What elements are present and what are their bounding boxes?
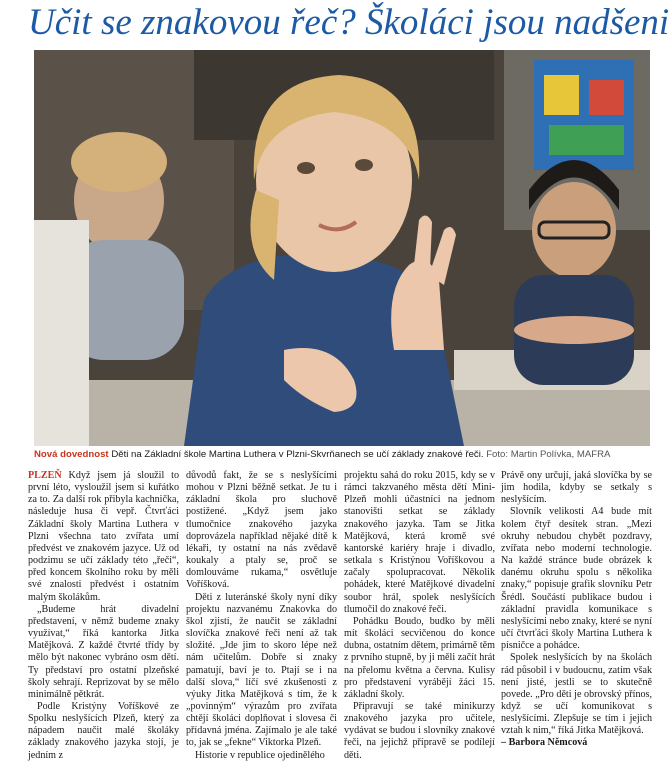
- paragraph: Právě ony určují, jaká slovíčka by se jim hodila, kdyby se setkaly s neslyšícím.: [501, 470, 652, 506]
- article-column-3: [344, 470, 495, 762]
- paragraph: Podle Kristýny Voříškové ze Spolku neslyšících Plzeň, který za nápadem naučit malé školáky základy znakového jazyka stojí, je jedním z: [28, 700, 179, 761]
- photo-caption: [34, 449, 650, 461]
- dateline: PLZEŇ: [28, 470, 62, 481]
- paragraph: Spolek neslyšících by na školách rád působil i v budoucnu, zatím však není jisté, jestli se to skutečně povede. „Pro děti je obrovský přínos, když se učí komunikovat s neslyšícími. Zlepšuje se tím i jejich vztah k nim,“ říká Jitka Matějková.: [501, 652, 652, 737]
- paragraph: důvodů fakt, že se s neslyšícími mohou v Plzni běžně setkat. Je tu i základní škola pro sluchově postižené. „Když jsem jako tlumočnice znakového jazyka doprovázela například nějaké dítě k lékaři, ty ostatní na nás zvědavě koukaly a ptaly se, proč se domlouváme rukama,“ osvětluje Voříšková.: [186, 470, 337, 591]
- paragraph: projektu sahá do roku 2015, kdy se v rámci takzvaného města dětí Mini-Plzeň mohli účastníci na jednom stanovišti setkat se základy znakového jazyka. Tam se Jitka Matějková, která kromě své kantorské kariéry hraje i divadlo, setkala s Kristýnou Voříškovou a začaly spolupracovat. Několik pohádek, které Matějkové divadelní soubor hrál, spolek neslyšících tlumočil do znakové řeči.: [344, 470, 495, 615]
- caption-lead: Nová dovednost: [34, 449, 109, 460]
- article-photo: [34, 50, 650, 446]
- article-column-4: [501, 470, 652, 750]
- paragraph: Pohádku Boudo, budko by měli mít školáci secvičenou do konce dubna, ostatním dětem, primárně těm z prvního stupně, by ji měli začít hrát na přelomu května a června. Kulisy pro představení vyrábějí žáci 15. základní školy.: [344, 615, 495, 700]
- paragraph: Děti z luteránské školy nyní díky projektu nazvanému Znakovka do škol zjistí, že naučit se základní slovíčka znakové řeči není až tak složité. „Jde jim to skoro lépe než nám učitelům. Dobře si znaky pamatují, baví je to. Ptají se i na další slova,“ líčí své zkušenosti z výuky Jitka Matějková s tím, že k „povinným“ výrazům pro zvířata chtějí školáci doplňovat i slovesa či přídavná jména. Zajímalo je ale také to, jak se „fekne“ Viktorka Plzeň.: [186, 591, 337, 749]
- headline: Učit se znakovou řeč? Školáci jsou nadšeni: [28, 2, 669, 43]
- paragraph: „Budeme hrát divadelní představení, v němž budeme znaky využívat,“ říká kantorka Jitka Matějková. Z každé čtvrté třídy by mělo být nakonec vybráno osm dětí. Ty představí pro ostatní plzeňské školy sehrají. Reprizovat by se mělo minimálně pětkrát.: [28, 603, 179, 700]
- paragraph: PLZEŇ Když jsem já sloužil to první léto, vysloužil jsem si kuřátko za to. Za další rok přibyla kachnička, následuje husa či vepř. Čtvrťáci Základní školy Martina Luthera v Plzni všechna tato zvířata umí předvést ve znakovém jazyce. Už od podzimu se učí základy této „řeči“, před koncem školního roku by měli své znalosti předvést i ostatním malým školákům.: [28, 470, 179, 603]
- caption-text: Děti na Základní škole Martina Luthera v Plzni-Skvrňanech se učí základy znakové řeči.: [111, 449, 484, 460]
- author-byline: – Barbora Němcová: [501, 737, 588, 749]
- article-body: [28, 470, 652, 761]
- article-column-1: [28, 470, 179, 762]
- photo-credit: Foto: Martin Polívka, MAFRA: [486, 449, 611, 460]
- paragraph: Slovník velikosti A4 bude mít kolem čtyř desítek stran. „Mezi okruhy nebudou chybět pozdravy, zvířata nebo moderní technologie. Na každé stránce bude obrázek k danému okruhu spolu s několika znaky,“ popisuje grafik slovníku Petr Šrédl. Součástí publikace budou i základní pravidla komunikace s neslyšícími nebo znaky, které se nyní učí čtvrťáci školy Martina Luthera k písničce a pohádce.: [501, 506, 652, 652]
- article-column-2: [186, 470, 337, 762]
- paragraph: Připravují se také minikurzy znakového jazyka pro učitele, vydávat se budou i slovníky znakové řeči, na jejichž přípravě se podílejí děti.: [344, 700, 495, 761]
- paragraph: Historie v republice ojedinělého: [195, 749, 325, 761]
